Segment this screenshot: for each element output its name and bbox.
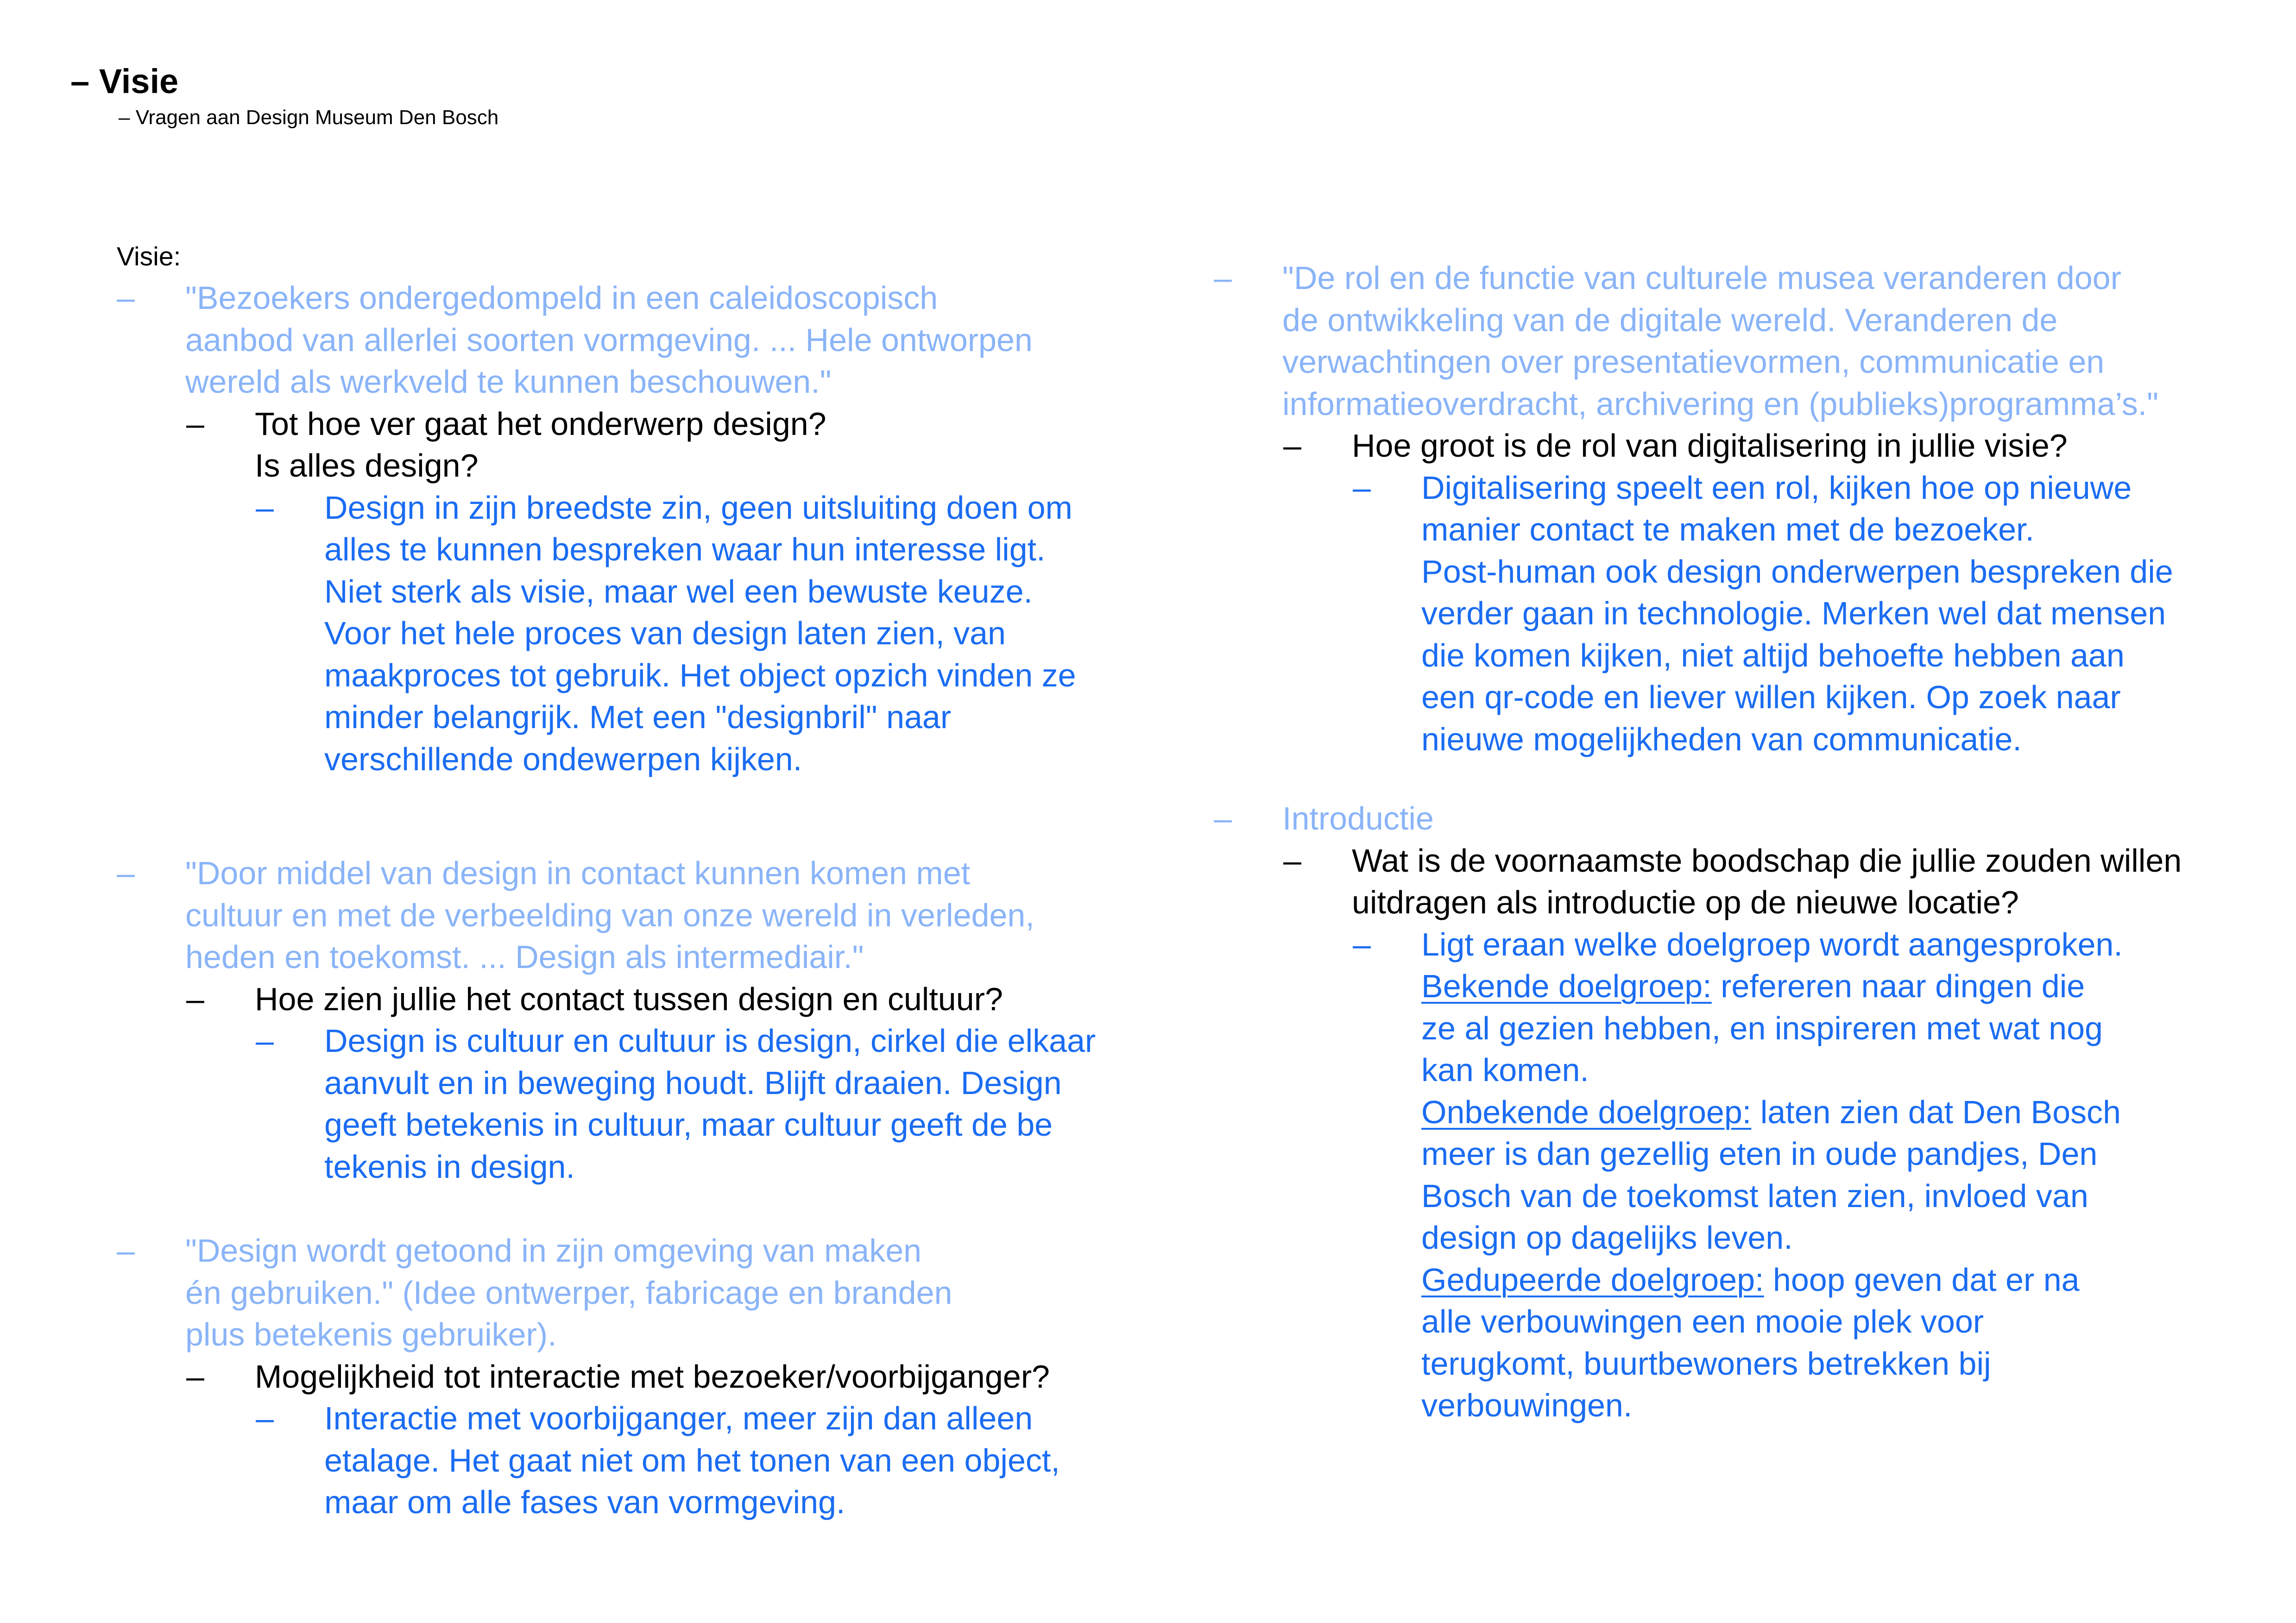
question [1214, 425, 2173, 467]
group-text: hoop geven dat er na [1764, 1261, 2080, 1298]
answer [1214, 924, 2182, 1427]
answer-line [1421, 965, 2182, 1007]
quote-line: "De rol en de functie van culturele musea veranderen door [1282, 260, 2121, 296]
question-line: Tot hoe ver gaat het onderwerp design? [255, 405, 826, 442]
dash: – [256, 1023, 274, 1059]
question [117, 1356, 1060, 1398]
quote [1214, 798, 2182, 840]
answer-line: aanvult en in beweging houdt. Blijft draaien. Design [324, 1064, 1062, 1101]
answer-line: ze al gezien hebben, en inspireren met wat nog [1421, 1010, 2103, 1046]
left-section-3 [117, 1230, 1060, 1523]
page-title: – Visie [70, 62, 179, 101]
page-subtitle: – Vragen aan Design Museum Den Bosch [119, 106, 499, 129]
left-section-1 [117, 277, 1076, 780]
answer [117, 487, 1076, 780]
dash: – [117, 855, 135, 891]
answer-line: tekenis in design. [324, 1148, 575, 1185]
answer-line: alles te kunnen bespreken waar hun interesse ligt. [324, 531, 1046, 567]
answer-line: Design in zijn breedste zin, geen uitsluiting doen om [324, 489, 1072, 526]
quote [1214, 257, 2173, 425]
quote-line: "Design wordt getoond in zijn omgeving van maken [185, 1233, 922, 1269]
dash: – [117, 280, 135, 316]
dash: – [186, 405, 204, 442]
answer-line: maar om alle fases van vormgeving. [324, 1484, 845, 1520]
answer-line: meer is dan gezellig eten in oude pandjes, Den [1421, 1136, 2098, 1172]
dash: – [1283, 842, 1301, 879]
answer-line: Niet sterk als visie, maar wel een bewuste keuze. [324, 573, 1033, 610]
quote-line: wereld als werkveld te kunnen beschouwen." [185, 364, 832, 400]
answer-line: minder belangrijk. Met een "designbril" naar [324, 699, 952, 735]
quote-line: informatieoverdracht, archivering en (publieks)programma’s." [1282, 385, 2159, 422]
answer-line: Design is cultuur en cultuur is design, cirkel die elkaar [324, 1023, 1096, 1059]
dash: – [256, 489, 274, 526]
quote-line: aanbod van allerlei soorten vormgeving. ... Hele ontworpen [185, 321, 1033, 358]
question [1214, 840, 2182, 924]
answer-line: kan komen. [1421, 1052, 1589, 1088]
answer-line: maakproces tot gebruik. Het object opzich vinden ze [324, 657, 1076, 693]
question-line: Is alles design? [255, 447, 479, 484]
dash: – [1353, 926, 1371, 962]
answer-line: Bosch van de toekomst laten zien, invloed van [1421, 1177, 2088, 1214]
dash: – [117, 1233, 135, 1269]
dash: – [1353, 469, 1371, 506]
right-section-2 [1214, 798, 2182, 1427]
answer-line: verder gaan in technologie. Merken wel dat mensen [1421, 595, 2166, 631]
dash: – [1283, 428, 1301, 464]
question [117, 978, 1096, 1020]
dash: – [1214, 800, 1232, 837]
answer-line: terugkomt, buurtbewoners betrekken bij [1421, 1345, 1991, 1382]
answer-line: nieuwe mogelijkheden van communicatie. [1421, 721, 2022, 757]
question-line: Mogelijkheid tot interactie met bezoeker/voorbijganger? [255, 1358, 1050, 1395]
answer-line [1421, 1091, 2182, 1133]
group-text: refereren naar dingen die [1711, 968, 2085, 1004]
answer-line: verschillende ondewerpen kijken. [324, 741, 802, 777]
answer-line: verbouwingen. [1421, 1387, 1633, 1423]
dash: – [186, 1358, 204, 1395]
answer-line: Digitalisering speelt een rol, kijken hoe op nieuwe [1421, 469, 2132, 506]
quote-line: "Bezoekers ondergedompeld in een caleidoscopisch [185, 280, 938, 316]
answer-line: alle verbouwingen een mooie plek voor [1421, 1303, 1984, 1340]
question-line: Wat is de voornaamste boodschap die jullie zouden willen [1352, 842, 2182, 879]
question-line: Hoe groot is de rol van digitalisering in jullie visie? [1352, 428, 2068, 464]
answer-line: manier contact te maken met de bezoeker. [1421, 511, 2034, 547]
quote-line: verwachtingen over presentatievormen, communicatie en [1282, 344, 2105, 380]
answer [1214, 467, 2173, 761]
answer [117, 1020, 1096, 1188]
answer-line: design op dagelijks leven. [1421, 1220, 1793, 1256]
visie-label: Visie: [117, 242, 181, 271]
quote-line: plus betekenis gebruiker). [185, 1316, 557, 1352]
quote [117, 852, 1096, 978]
question-line: uitdragen als introductie op de nieuwe locatie? [1352, 884, 2019, 920]
answer-line: geeft betekenis in cultuur, maar cultuur geeft de be [324, 1107, 1053, 1143]
answer-line: Post-human ook design onderwerpen bespreken die [1421, 553, 2173, 590]
answer-line: etalage. Het gaat niet om het tonen van een object, [324, 1442, 1060, 1478]
group-term: Onbekende doelgroep: [1421, 1094, 1752, 1130]
quote-line: heden en toekomst. ... Design als intermediair." [185, 939, 864, 975]
dash: – [186, 981, 204, 1017]
quote [117, 1230, 1060, 1356]
left-section-2 [117, 852, 1096, 1188]
answer-line: Voor het hele proces van design laten zien, van [324, 615, 1006, 651]
question [117, 403, 1076, 487]
right-section-1 [1214, 257, 2173, 760]
quote-line: én gebruiken." (Idee ontwerper, fabricage en branden [185, 1274, 952, 1311]
answer-line: die komen kijken, niet altijd behoefte hebben aan [1421, 637, 2125, 673]
group-term: Gedupeerde doelgroep: [1421, 1261, 1764, 1298]
quote-line: Introductie [1282, 800, 1434, 837]
answer [117, 1397, 1060, 1523]
quote-line: de ontwikkeling van de digitale wereld. Veranderen de [1282, 302, 2058, 338]
dash: – [256, 1400, 274, 1436]
dash: – [1214, 260, 1232, 296]
answer-line: Ligt eraan welke doelgroep wordt aangesproken. [1421, 926, 2123, 962]
quote-line: "Door middel van design in contact kunnen komen met [185, 855, 971, 891]
group-term: Bekende doelgroep: [1421, 968, 1712, 1004]
question-line: Hoe zien jullie het contact tussen design en cultuur? [255, 981, 1003, 1017]
answer-line [1421, 1259, 2182, 1301]
quote [117, 277, 1076, 403]
quote-line: cultuur en met de verbeelding van onze wereld in verleden, [185, 897, 1034, 933]
answer-line: Interactie met voorbijganger, meer zijn dan alleen [324, 1400, 1033, 1436]
answer-line: een qr-code en liever willen kijken. Op zoek naar [1421, 679, 2121, 715]
group-text: laten zien dat Den Bosch [1751, 1094, 2121, 1130]
